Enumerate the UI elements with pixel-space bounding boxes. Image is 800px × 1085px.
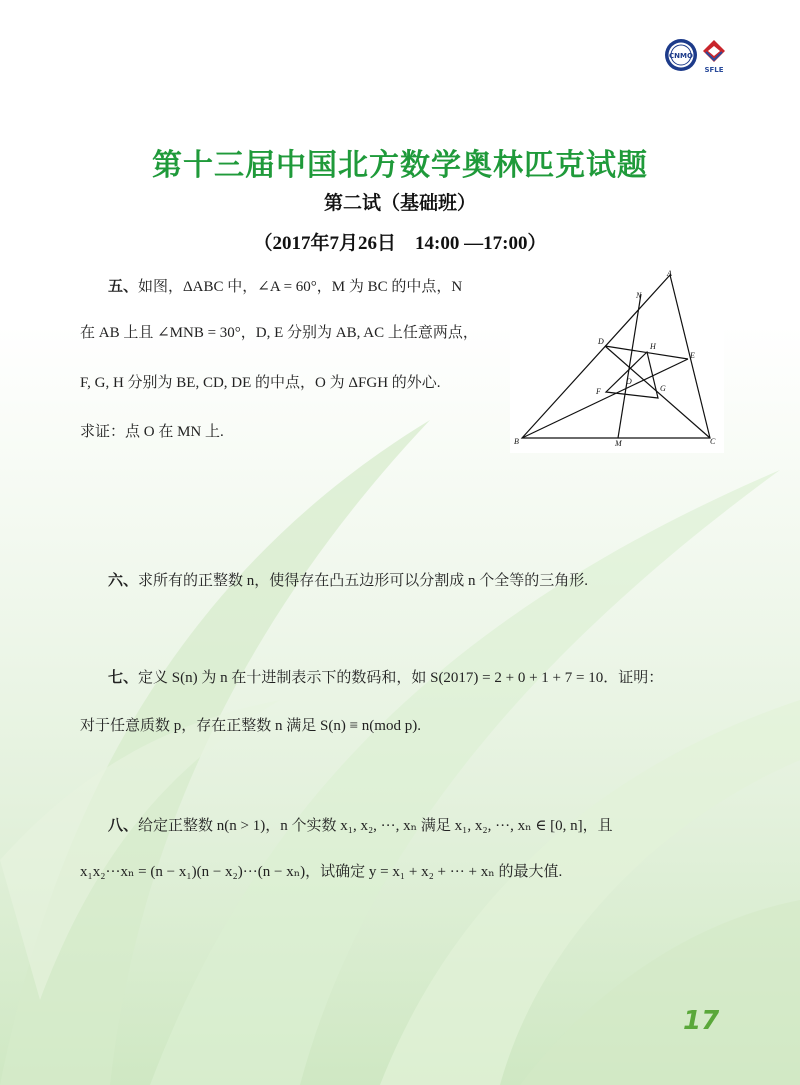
cnmo-logo-icon — [664, 38, 698, 72]
sfle-logo-text: SFLE — [704, 66, 724, 74]
label-n: N — [636, 291, 642, 300]
problem-6-line-1 — [108, 570, 588, 591]
label-h: H — [650, 342, 656, 351]
label-o: O — [626, 377, 632, 386]
problem-5-line-1 — [108, 276, 462, 297]
problem-5-text-1: 如图，ΔABC 中，∠A = 60°，M 为 BC 的中点，N — [138, 279, 463, 295]
problem-8-text-1: 给定正整数 n(n > 1)，n 个实数 x₁, x₂, ···, xₙ 满足 x₁, x₂, ···, xₙ ∈ [0, n]，且 — [138, 818, 613, 834]
cnmo-logo-text: CNMO — [669, 52, 693, 60]
page-title: 第十三届中国北方数学奥林匹克试题 — [152, 148, 648, 183]
page-subtitle: 第二试（基础班） — [323, 192, 476, 214]
problem-6-text-1: 求所有的正整数 n，使得存在凸五边形可以分割成 n 个全等的三角形. — [138, 573, 589, 589]
label-e: E — [690, 351, 695, 360]
problem-8-line-2: x₁x₂···xₙ = (n − x₁)(n − x₂)···(n − xₙ)，试确定 y = x₁ + x₂ + ··· + xₙ 的最大值. — [80, 864, 563, 880]
problem-5-line-2: 在 AB 上且 ∠MNB = 30°，D, E 分别为 AB, AC 上任意两点， — [80, 325, 478, 341]
label-b: B — [514, 437, 519, 446]
page-number: 17 — [683, 1006, 720, 1036]
problem-7-text-1: 定义 S(n) 为 n 在十进制表示下的数码和，如 S(2017) = 2 + 0 + 1 + 7 = 10．证明： — [138, 670, 664, 686]
label-d: D — [598, 337, 604, 346]
segment-mn — [618, 294, 641, 438]
label-a: A — [667, 269, 672, 278]
segment-be — [522, 359, 688, 438]
problem-7-line-1 — [108, 667, 663, 688]
label-c: C — [710, 437, 716, 446]
triangle-fgh — [606, 352, 658, 398]
header-logos — [664, 38, 728, 74]
geometry-figure — [510, 266, 724, 453]
problem-5-line-4: 求证：点 O 在 MN 上. — [80, 424, 224, 440]
sfle-logo-icon — [700, 38, 728, 74]
problem-7-line-2: 对于任意质数 p，存在正整数 n 满足 S(n) ≡ n(mod p). — [80, 718, 421, 734]
problem-5-line-3: F, G, H 分别为 BE, CD, DE 的中点，O 为 ΔFGH 的外心. — [80, 375, 441, 391]
exam-date: （2017年7月26日 14:00 —17:00） — [253, 233, 547, 254]
label-f: F — [596, 387, 601, 396]
problem-7-number: 七、 — [108, 668, 139, 686]
problem-5-number: 五、 — [108, 277, 139, 295]
problem-8-line-1 — [108, 815, 613, 836]
problem-6-number: 六、 — [108, 571, 139, 589]
label-m: M — [615, 439, 622, 448]
label-g: G — [660, 384, 666, 393]
problem-8-number: 八、 — [108, 816, 139, 834]
